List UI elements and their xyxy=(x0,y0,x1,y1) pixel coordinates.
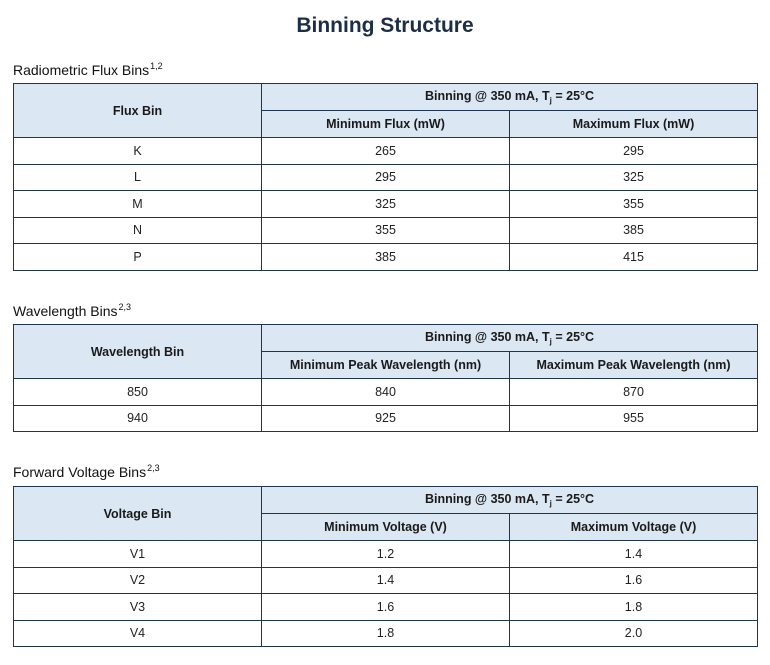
condition-prefix: Binning @ 350 mA, T xyxy=(424,330,550,344)
voltage-condition-header xyxy=(262,487,758,514)
table-cell: 2.0 xyxy=(510,620,758,647)
table-row xyxy=(14,405,758,432)
wavelength-bins-table xyxy=(13,324,758,432)
flux-section-title xyxy=(13,61,163,78)
flux-section-title-text: Radiometric Flux Bins xyxy=(13,62,150,78)
table-cell: 265 xyxy=(262,138,510,165)
wavelength-max-header: Maximum Peak Wavelength (nm) xyxy=(510,352,758,379)
condition-prefix: Binning @ 350 mA, T xyxy=(424,89,550,103)
condition-sub: j xyxy=(549,96,552,105)
table-row xyxy=(14,379,758,406)
table-row xyxy=(14,567,758,594)
table-cell: 295 xyxy=(262,164,510,191)
table-cell: K xyxy=(14,138,262,165)
voltage-bins-table xyxy=(13,486,758,647)
table-row xyxy=(14,191,758,218)
voltage-section-note: 2,3 xyxy=(147,463,160,473)
table-cell: V2 xyxy=(14,567,262,594)
table-cell: 295 xyxy=(510,138,758,165)
table-cell: 925 xyxy=(262,405,510,432)
wavelength-section-title xyxy=(13,302,131,319)
table-cell: 850 xyxy=(14,379,262,406)
condition-suffix: = 25°C xyxy=(551,330,595,344)
flux-max-header: Maximum Flux (mW) xyxy=(510,111,758,138)
table-cell: 385 xyxy=(510,217,758,244)
table-row xyxy=(14,594,758,621)
table-cell: 355 xyxy=(510,191,758,218)
wavelength-section-title-text: Wavelength Bins xyxy=(13,303,118,319)
table-cell: 1.4 xyxy=(510,541,758,568)
table-cell: 1.4 xyxy=(262,567,510,594)
table-cell: V3 xyxy=(14,594,262,621)
condition-suffix: = 25°C xyxy=(551,492,595,506)
table-cell: 940 xyxy=(14,405,262,432)
table-row xyxy=(14,138,758,165)
table-cell: 840 xyxy=(262,379,510,406)
table-cell: V1 xyxy=(14,541,262,568)
table-cell: 325 xyxy=(510,164,758,191)
table-cell: N xyxy=(14,217,262,244)
table-row xyxy=(14,217,758,244)
condition-prefix: Binning @ 350 mA, T xyxy=(424,492,550,506)
table-cell: 1.8 xyxy=(510,594,758,621)
condition-sub: j xyxy=(549,337,552,346)
flux-min-header: Minimum Flux (mW) xyxy=(262,111,510,138)
condition-sub: j xyxy=(549,499,552,508)
voltage-bin-header: Voltage Bin xyxy=(14,487,262,541)
table-row xyxy=(14,620,758,647)
table-cell: 325 xyxy=(262,191,510,218)
table-cell: 355 xyxy=(262,217,510,244)
voltage-max-header: Maximum Voltage (V) xyxy=(510,514,758,541)
voltage-min-header: Minimum Voltage (V) xyxy=(262,514,510,541)
voltage-section-title-text: Forward Voltage Bins xyxy=(13,464,147,480)
wavelength-bin-header: Wavelength Bin xyxy=(14,325,262,379)
flux-section-note: 1,2 xyxy=(150,61,163,71)
page-title: Binning Structure xyxy=(296,14,474,37)
flux-bins-table xyxy=(13,83,758,271)
table-cell: 955 xyxy=(510,405,758,432)
table-cell: 870 xyxy=(510,379,758,406)
table-cell: 1.6 xyxy=(510,567,758,594)
table-cell: 1.6 xyxy=(262,594,510,621)
table-cell: 1.2 xyxy=(262,541,510,568)
table-cell: 385 xyxy=(262,244,510,271)
wavelength-section-note: 2,3 xyxy=(118,302,132,312)
table-row xyxy=(14,244,758,271)
table-cell: L xyxy=(14,164,262,191)
flux-condition-header xyxy=(262,84,758,111)
table-cell: V4 xyxy=(14,620,262,647)
wavelength-condition-header xyxy=(262,325,758,352)
table-cell: 415 xyxy=(510,244,758,271)
table-row xyxy=(14,541,758,568)
table-cell: 1.8 xyxy=(262,620,510,647)
table-cell: M xyxy=(14,191,262,218)
table-row xyxy=(14,164,758,191)
voltage-section-title xyxy=(13,463,160,480)
table-cell: P xyxy=(14,244,262,271)
flux-bin-header: Flux Bin xyxy=(14,84,262,138)
condition-suffix: = 25°C xyxy=(551,89,595,103)
wavelength-min-header: Minimum Peak Wavelength (nm) xyxy=(262,352,510,379)
